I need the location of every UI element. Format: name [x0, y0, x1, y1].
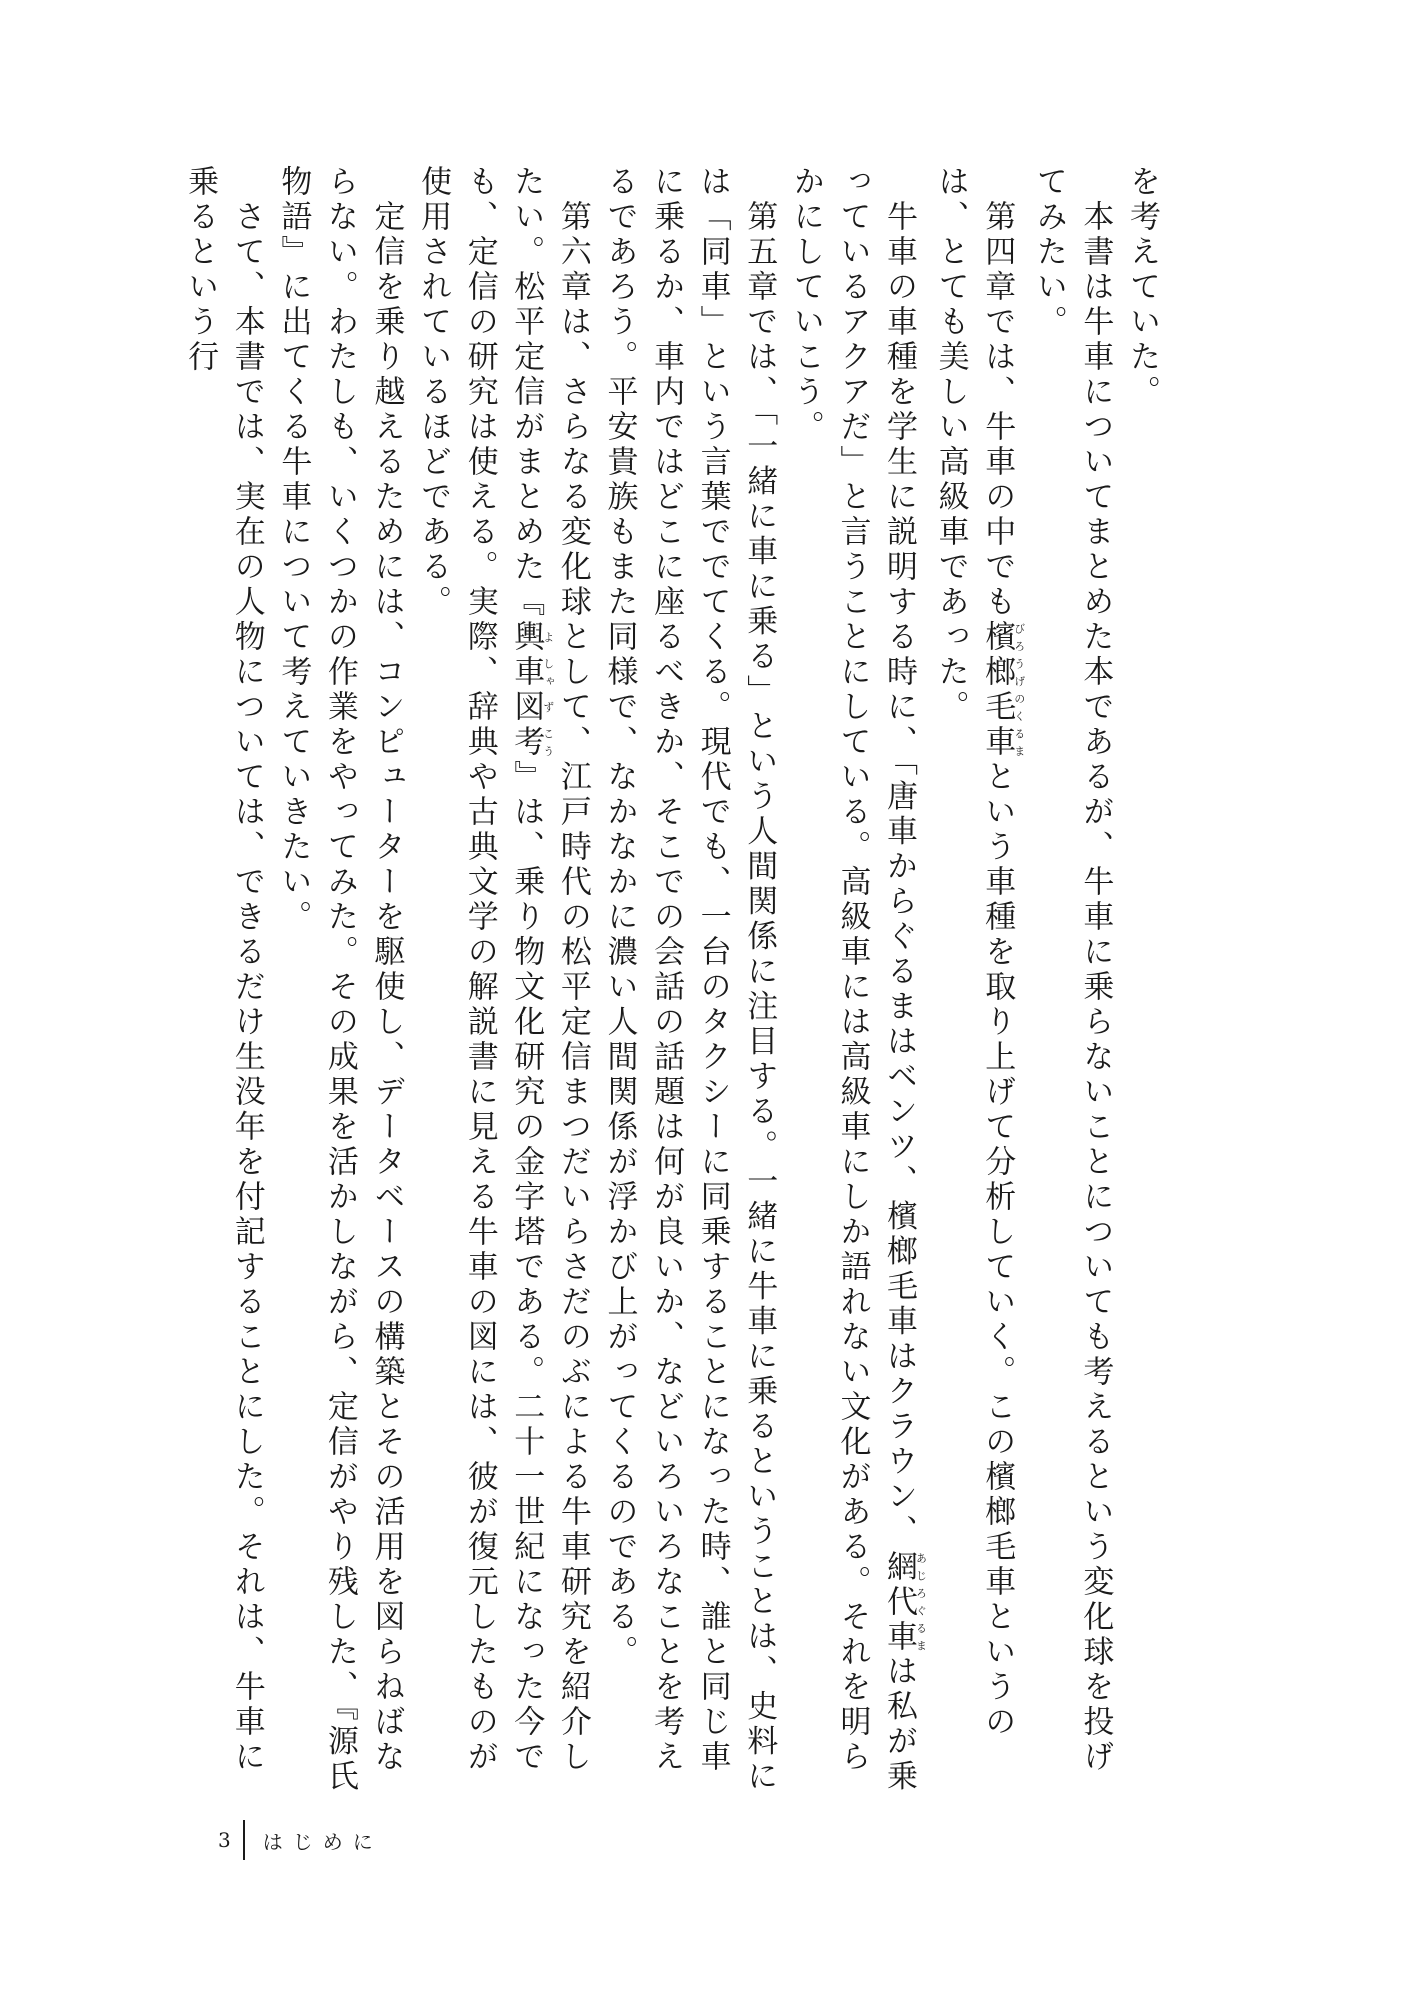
- paragraph-continuation: [1118, 165, 1165, 1805]
- running-head: はじめに: [262, 1829, 383, 1854]
- paragraph-6: [270, 165, 410, 1805]
- body-text: [182, 165, 1165, 1805]
- line-text: 定信を乗り越えるためには、コンピューターを駆使し、データベースの構築とその活用を図らねばならない。わたしも、いくつかの作業をやってみた。その成果を活かしながら、定信がやり残した、『源氏物語』に出てくる牛車について考えていきたい。: [275, 165, 405, 1795]
- line-text: 本書は牛車についてまとめた本であるが、牛車に乗らないことについても考えるという変化球を投げてみたい。: [1030, 165, 1114, 1775]
- line-text: 第六章は、さらなる変化球として、江戸時代の松平定信まつだいらさだのぶによる牛車研究を紹介したい。松平定信がまとめた『輿よ車しゃ図ず考こう』は、乗り物文化研究の金字塔である。二十一世紀になった今でも、定信の研究は使える。実際、辞典や古典文学の解説書に見える牛車の図には、彼が復元したものが使用されているほどである。: [415, 165, 591, 1775]
- paragraph-3: [782, 165, 927, 1805]
- furigana: 輿よ: [508, 620, 555, 655]
- furigana: 檳榔毛車びろうげのくるま: [979, 620, 1026, 760]
- line-text: を考えていた。: [1124, 165, 1160, 410]
- folio-divider: [243, 1820, 245, 1860]
- page-number: 3: [218, 1828, 231, 1852]
- furigana: 車しゃ: [508, 655, 555, 690]
- page-footer: [218, 1820, 383, 1860]
- line-text: 第五章では、「一緒に車に乗る」という人間関係に注目する。一緒に牛車に乗るということは、史料には「同車」という言葉ででてくる。現代でも、一台のタクシーに同乗することになった時、誰と同じ車に乗るか、車内ではどこに座るべきか、そこでの会話の話題は何が良いか、などいろいろなことを考えるであろう。平安貴族もまた同様で、なかなかに濃い人間関係が浮かび上がってくるのである。: [601, 165, 778, 1795]
- furigana: 網代車あじろぐるま: [881, 1549, 928, 1655]
- paragraph-2: [927, 165, 1025, 1805]
- paragraph-7: [177, 165, 270, 1805]
- furigana: 図ず: [508, 690, 555, 725]
- line-text: 牛車の車種を学生に説明する時に、「唐車からぐるまはベンツ、檳榔毛車はクラウン、網代車あじろぐるまは私が乗っているアクアだ」と言うことにしている。高級車には高級車にしか語れない文化がある。それを明らかにしていこう。: [787, 165, 928, 1795]
- paragraph-5: [410, 165, 596, 1805]
- line-text: さて、本書では、実在の人物については、できるだけ生没年を付記することにした。それは、牛車に乗るという行: [182, 165, 265, 1775]
- line-text: 第四章では、牛車の中でも檳榔毛車びろうげのくるまという車種を取り上げて分析していく。この檳榔毛車というのは、とても美しい高級車であった。: [932, 165, 1026, 1740]
- furigana: 考こう: [508, 725, 555, 760]
- paragraph-1: [1025, 165, 1118, 1805]
- paragraph-4: [596, 165, 782, 1805]
